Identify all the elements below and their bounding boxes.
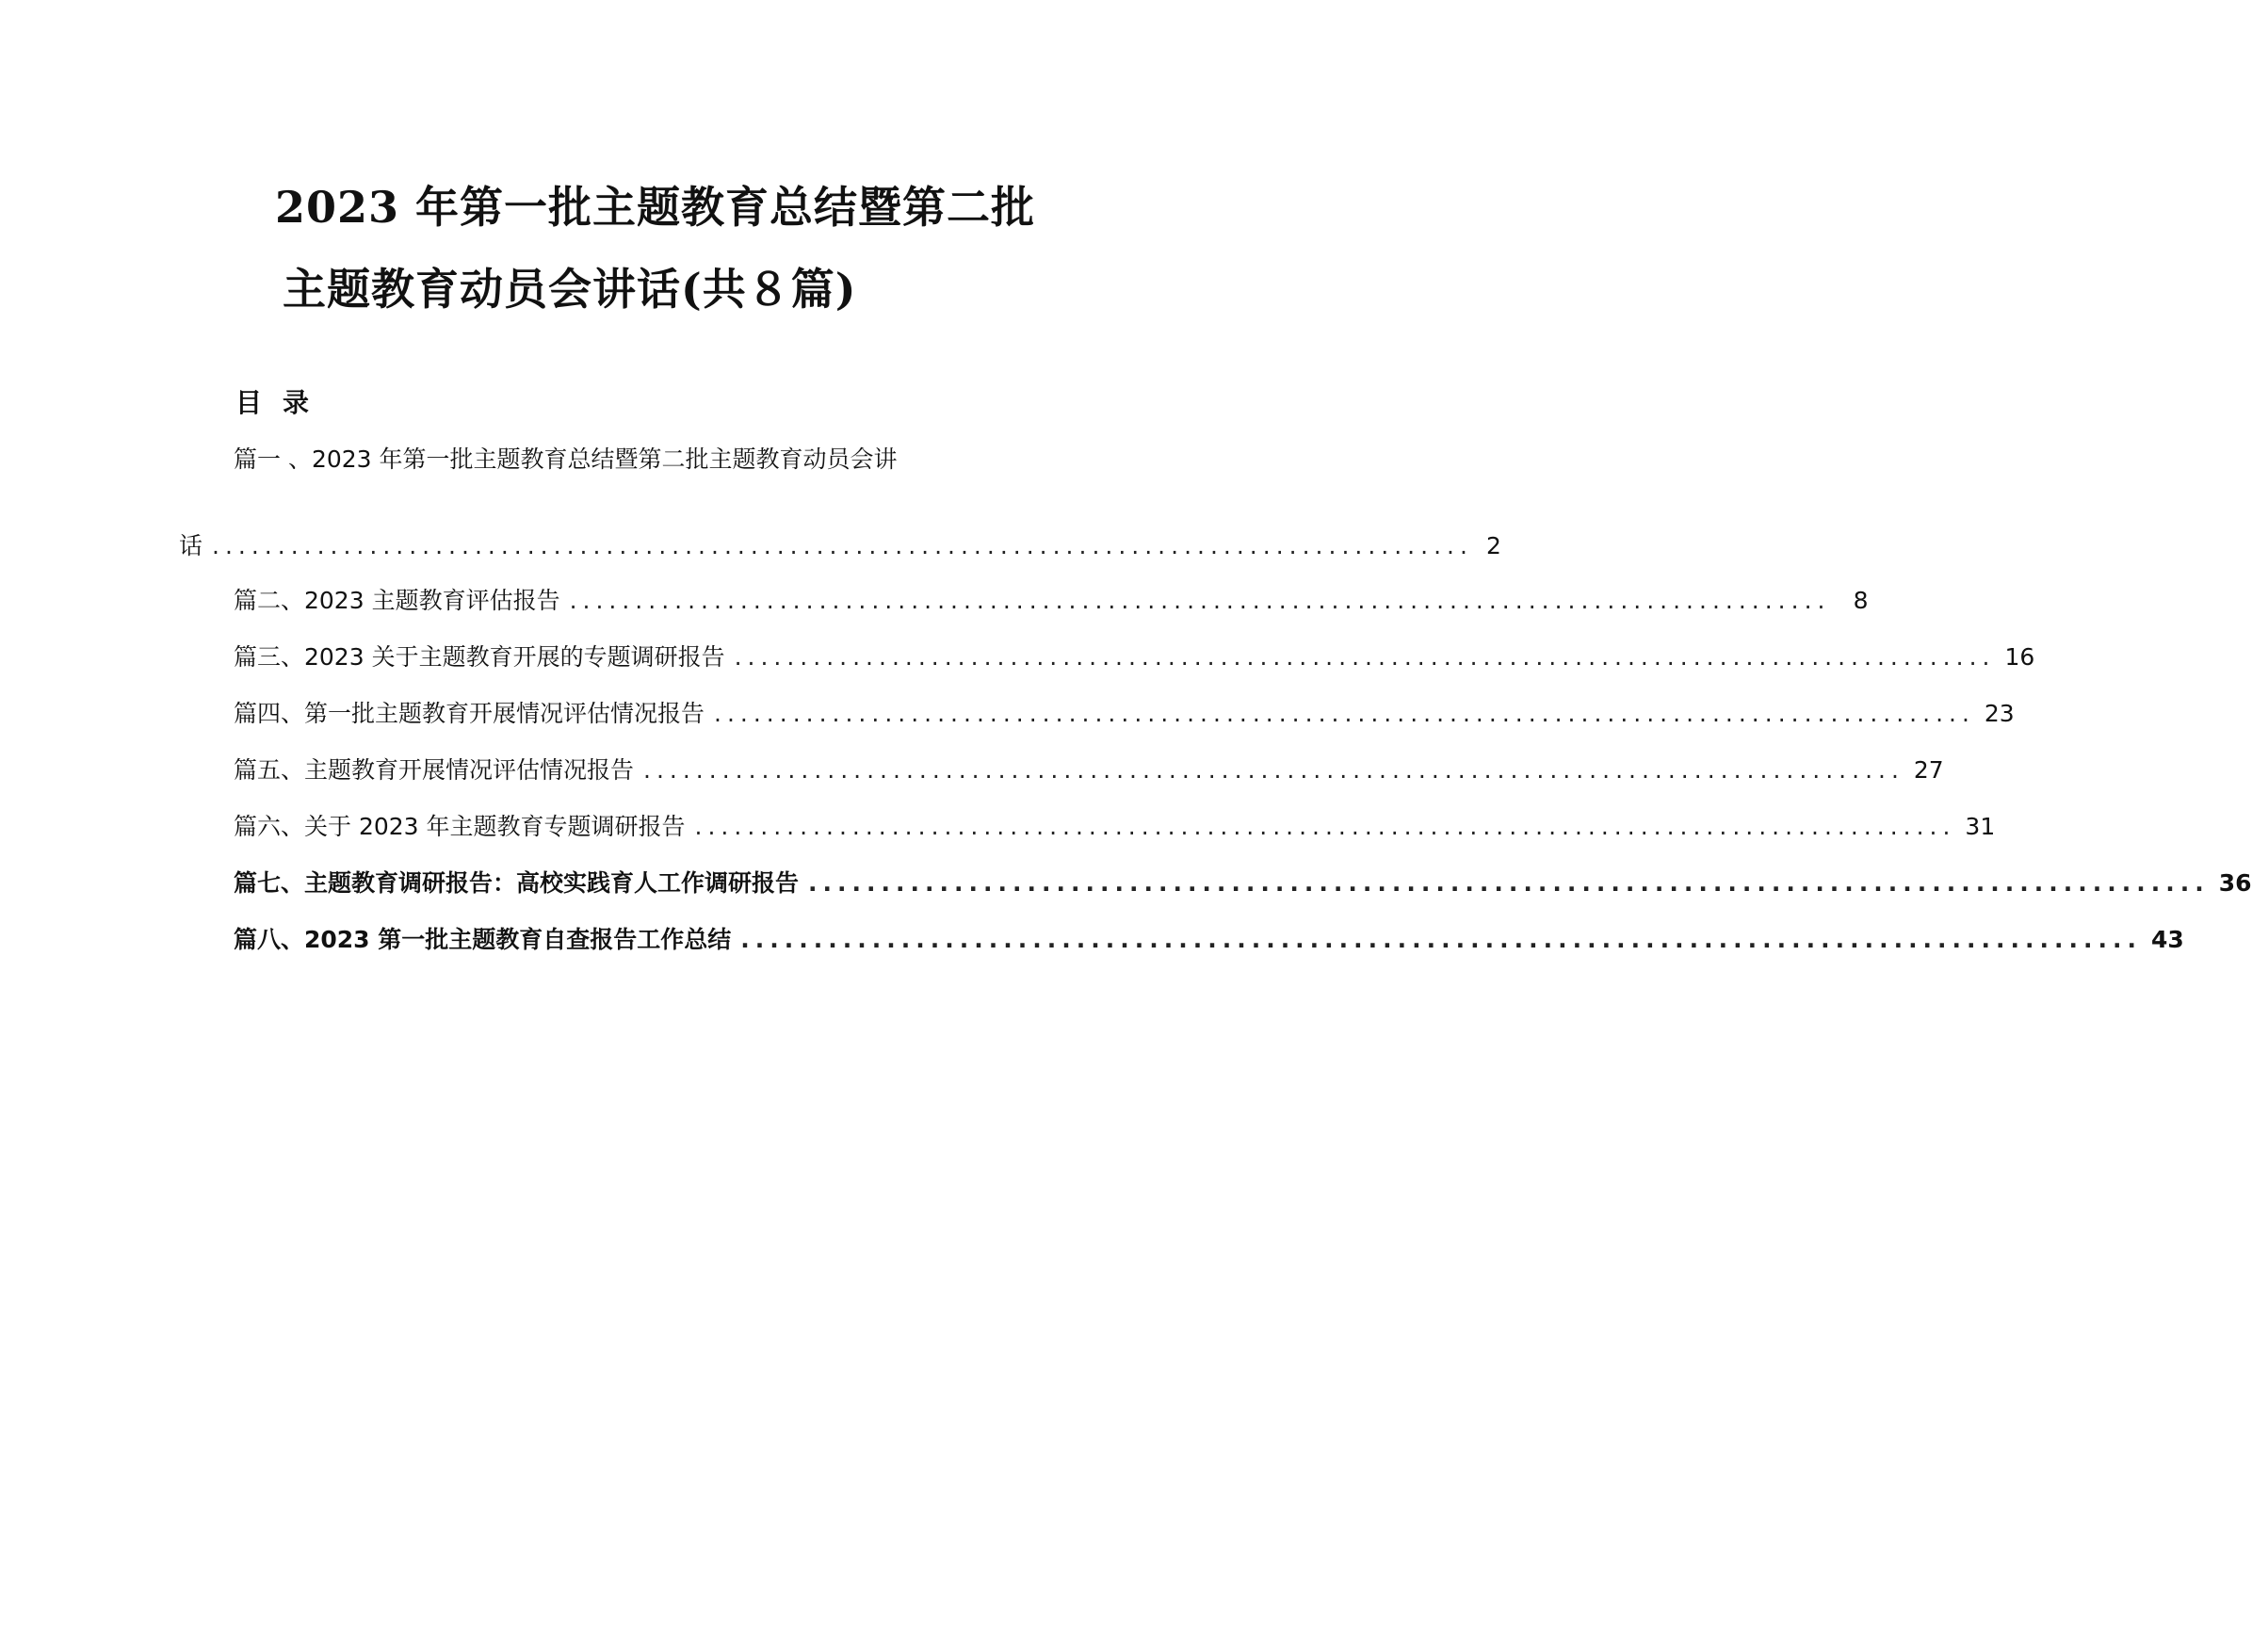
toc-dot-leader: ................................................................................................ xyxy=(808,869,2210,897)
toc-entry-label[interactable]: 篇八、2023 第一批主题教育自查报告工作总结 xyxy=(234,926,732,953)
toc-entry-label[interactable]: 篇六、关于 2023 年主题教育专题调研报告 xyxy=(234,813,686,840)
toc-entry-3[interactable] xyxy=(234,639,2035,676)
toc-dot-leader: ................................................................................................ xyxy=(714,700,1975,727)
toc-dot-leader: ................................................................................................ xyxy=(643,756,1904,784)
toc-entry-1-label-part-1[interactable]: 篇一 、2023 年第一批主题教育总结暨第二批主题教育动员会讲 xyxy=(234,445,898,473)
toc-dot-leader: ................................................................................................ xyxy=(569,587,1831,614)
toc-dot-leader: ................................................................................................ xyxy=(740,926,2143,953)
toc-entry-page: 31 xyxy=(1965,813,1996,840)
toc-entry-1-label-part-2[interactable]: 话 xyxy=(179,532,203,559)
toc-entry-page: 27 xyxy=(1913,756,1944,784)
toc-entry-6[interactable] xyxy=(234,808,1996,846)
toc-entry-page: 36 xyxy=(2218,869,2252,897)
toc-dot-leader: ................................................................................................ xyxy=(212,532,1473,559)
toc-entry-page: 8 xyxy=(1853,587,1869,614)
toc-entry-label[interactable]: 篇五、主题教育开展情况评估情况报告 xyxy=(234,756,635,784)
toc-entry-2[interactable] xyxy=(234,582,1869,620)
document-title-line-1: 2023 年第一批主题教育总结暨第二批 xyxy=(275,182,1036,233)
toc-entry-page: 16 xyxy=(2004,643,2035,671)
toc-entry-7[interactable] xyxy=(234,865,2252,902)
toc-dot-leader: ................................................................................................ xyxy=(694,813,1956,840)
toc-entry-5[interactable] xyxy=(234,752,1944,789)
toc-entry-label[interactable]: 篇七、主题教育调研报告：高校实践育人工作调研报告 xyxy=(234,869,800,897)
toc-entry-label[interactable]: 篇三、2023 关于主题教育开展的专题调研报告 xyxy=(234,643,725,671)
toc-entry-4[interactable] xyxy=(234,695,2015,733)
document-title-line-2: 主题教育动员会讲话(共８篇) xyxy=(283,264,857,315)
toc-entry-page: 43 xyxy=(2151,926,2184,953)
toc-dot-leader: ................................................................................................ xyxy=(734,643,1996,671)
toc-entry-label[interactable]: 篇四、第一批主题教育开展情况评估情况报告 xyxy=(234,700,705,727)
toc-entry-page: 23 xyxy=(1984,700,2015,727)
toc-heading: 目录 xyxy=(235,387,331,418)
toc-entry-label[interactable]: 篇二、2023 主题教育评估报告 xyxy=(234,587,560,614)
toc-entry-8[interactable] xyxy=(234,921,2184,959)
toc-entry-1-page: 2 xyxy=(1486,532,1501,559)
toc-entry-1[interactable] xyxy=(179,527,1501,565)
